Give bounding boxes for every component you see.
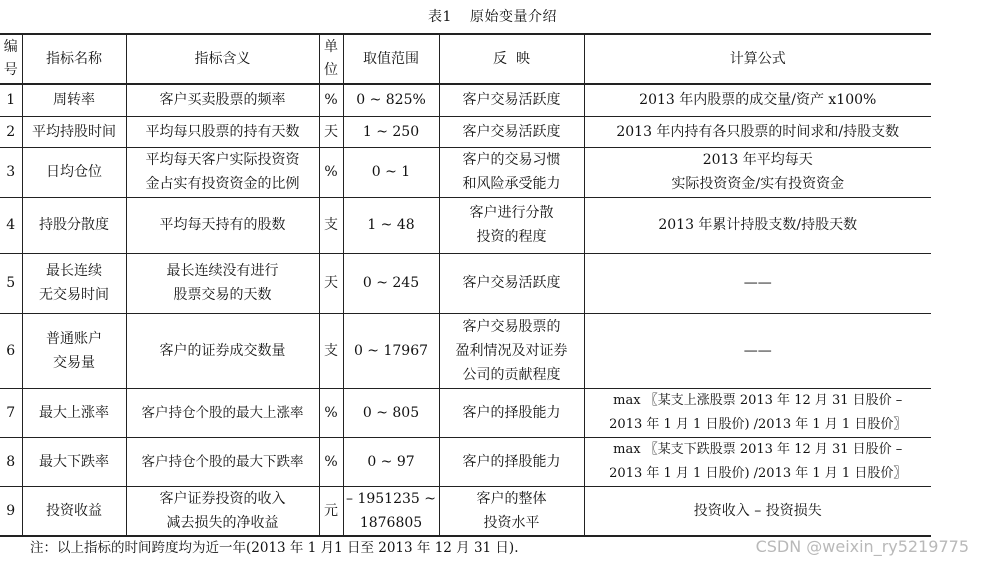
cell-formula: 2013 年内持有各只股票的时间求和/持股支数 [584,116,931,147]
col-header-meaning: 指标含义 [126,34,319,84]
cell-name: 持股分散度 [22,197,126,253]
cell-unit: 支 [319,197,343,253]
cell-name: 最大下跌率 [22,437,126,486]
cell-unit: 天 [319,253,343,313]
cell-no: 9 [0,486,22,536]
cell-unit: % [319,437,343,486]
cell-reflect: 客户的择股能力 [439,388,584,437]
table-caption [0,6,985,26]
cell-formula: 2013 年平均每天 实际投资资金/实有投资资金 [584,147,931,197]
cell-range: 0 ~ 805 [343,388,439,437]
cell-name: 普通账户 交易量 [22,313,126,388]
cell-reflect: 客户的交易习惯 和风险承受能力 [439,147,584,197]
cell-unit: 天 [319,116,343,147]
cell-unit: % [319,147,343,197]
cell-name: 最长连续 无交易时间 [22,253,126,313]
table-row [0,253,931,313]
col-header-range: 取值范围 [343,34,439,84]
cell-meaning: 客户证券投资的收入 减去损失的净收益 [126,486,319,536]
cell-meaning: 客户持仓个股的最大下跌率 [126,437,319,486]
cell-name: 投资收益 [22,486,126,536]
table-footnote: 注：以上指标的时间跨度均为近一年(2013 年 1 月1 日至 2013 年 12 月 31 日). [30,540,519,556]
cell-range: 1 ~ 48 [343,197,439,253]
cell-formula: 2013 年累计持股支数/持股天数 [584,197,931,253]
cell-formula: max 〖某支下跌股票 2013 年 12 月 31 日股价 – 2013 年 1 月 1 日股价) /2013 年 1 月 1 日股价〗 [584,437,931,486]
table-row [0,388,931,437]
cell-range: 0 ~ 1 [343,147,439,197]
cell-reflect: 客户的择股能力 [439,437,584,486]
cell-range: 0 ~ 245 [343,253,439,313]
table-row [0,147,931,197]
cell-unit: % [319,84,343,116]
cell-meaning: 平均每天客户实际投资资 金占实有投资资金的比例 [126,147,319,197]
table-row [0,313,931,388]
header-row [0,34,931,84]
cell-no: 2 [0,116,22,147]
cell-formula: 投资收入 – 投资损失 [584,486,931,536]
col-header-reflect: 反 映 [439,34,584,84]
cell-meaning: 最长连续没有进行 股票交易的天数 [126,253,319,313]
watermark: CSDN @weixin_ry5219775 [755,537,969,556]
table-row [0,116,931,147]
cell-unit: 支 [319,313,343,388]
cell-reflect: 客户进行分散 投资的程度 [439,197,584,253]
cell-formula: max 〖某支上涨股票 2013 年 12 月 31 日股价 – 2013 年 1 月 1 日股价) /2013 年 1 月 1 日股价〗 [584,388,931,437]
cell-reflect: 客户交易活跃度 [439,253,584,313]
cell-meaning: 平均每天持有的股数 [126,197,319,253]
cell-reflect: 客户的整体 投资水平 [439,486,584,536]
cell-range: 0 ~ 97 [343,437,439,486]
table-row [0,486,931,536]
cell-meaning: 客户的证券成交数量 [126,313,319,388]
table-number: 表1 [428,9,452,25]
cell-range: – 1951235 ~ 1876805 [343,486,439,536]
table-row [0,437,931,486]
col-header-unit: 单 位 [319,34,343,84]
col-header-no: 编 号 [0,34,22,84]
cell-no: 1 [0,84,22,116]
cell-no: 5 [0,253,22,313]
cell-name: 日均仓位 [22,147,126,197]
col-header-name: 指标名称 [22,34,126,84]
cell-reflect: 客户交易活跃度 [439,84,584,116]
variables-table [0,33,931,537]
cell-no: 6 [0,313,22,388]
cell-range: 0 ~ 17967 [343,313,439,388]
cell-unit: % [319,388,343,437]
cell-meaning: 客户买卖股票的频率 [126,84,319,116]
col-header-formula: 计算公式 [584,34,931,84]
cell-formula: 2013 年内股票的成交量/资产 x100% [584,84,931,116]
cell-range: 0 ~ 825% [343,84,439,116]
cell-formula: —— [584,313,931,388]
cell-formula: —— [584,253,931,313]
cell-no: 7 [0,388,22,437]
cell-no: 8 [0,437,22,486]
cell-no: 3 [0,147,22,197]
table-title: 原始变量介绍 [469,9,557,25]
cell-reflect: 客户交易活跃度 [439,116,584,147]
cell-name: 最大上涨率 [22,388,126,437]
cell-name: 平均持股时间 [22,116,126,147]
cell-no: 4 [0,197,22,253]
table-row [0,84,931,116]
cell-range: 1 ~ 250 [343,116,439,147]
cell-reflect: 客户交易股票的 盈利情况及对证券 公司的贡献程度 [439,313,584,388]
cell-name: 周转率 [22,84,126,116]
table-row [0,197,931,253]
cell-unit: 元 [319,486,343,536]
cell-meaning: 客户持仓个股的最大上涨率 [126,388,319,437]
cell-meaning: 平均每只股票的持有天数 [126,116,319,147]
